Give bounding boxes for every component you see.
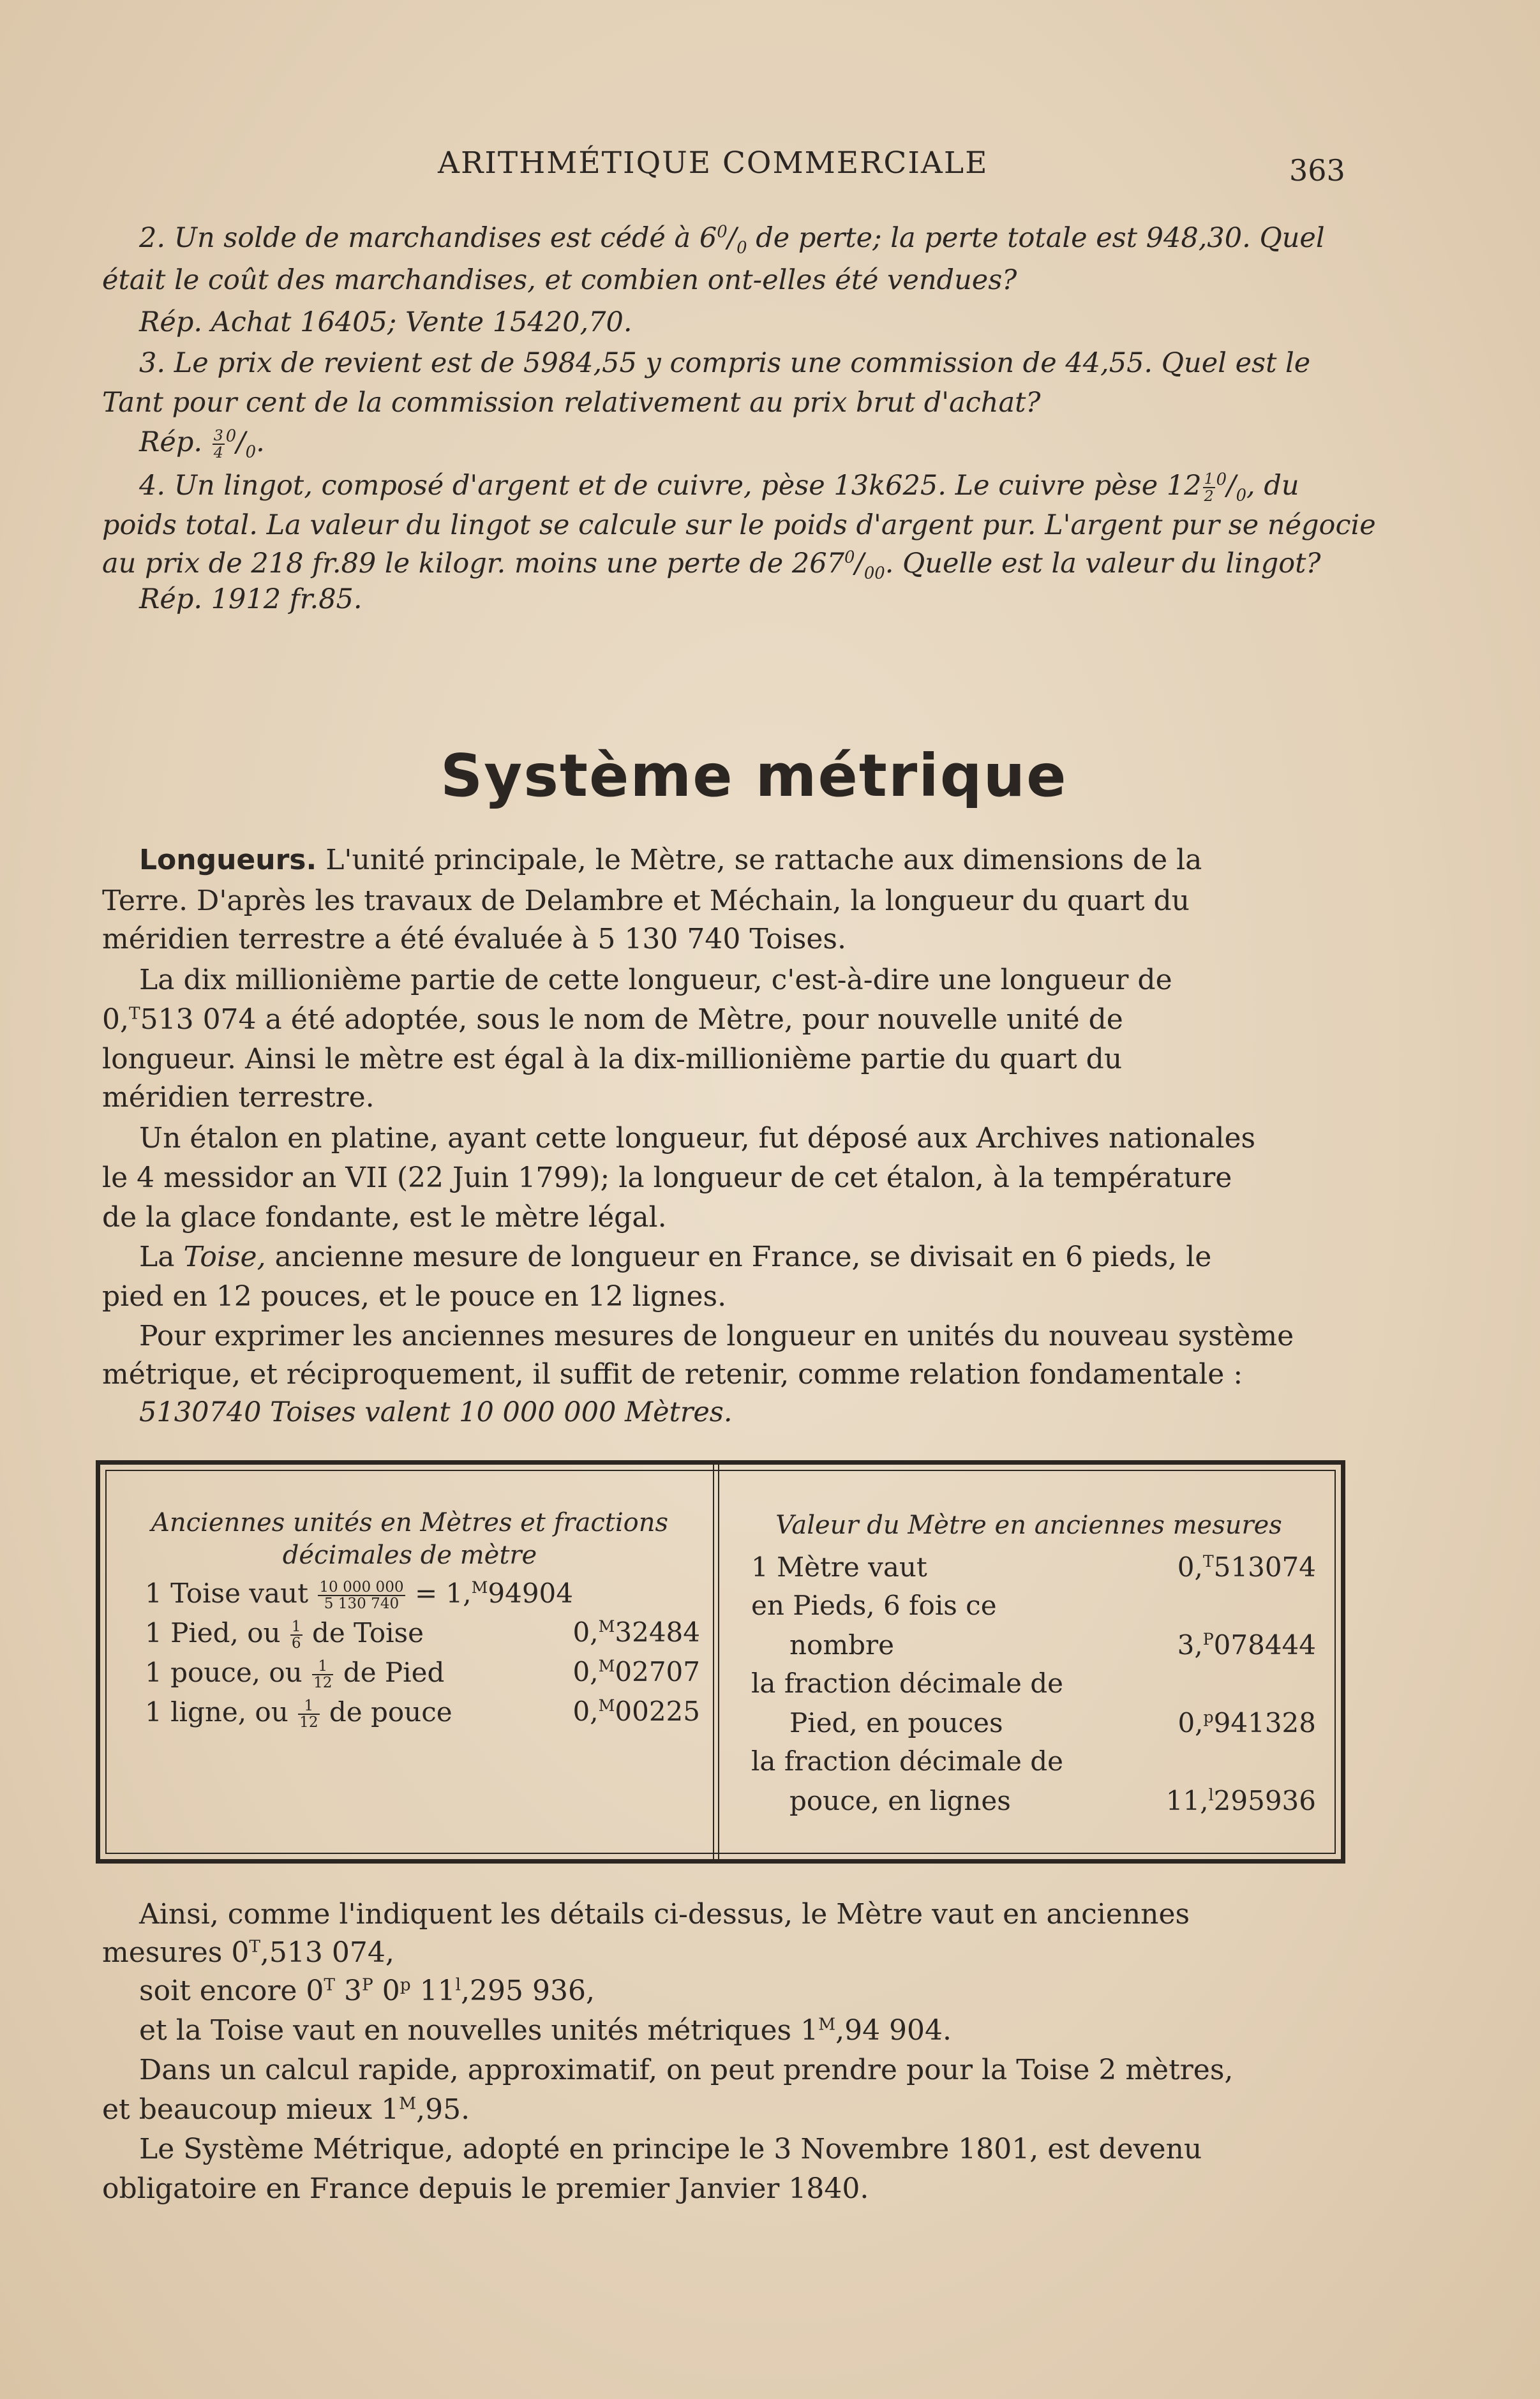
exercise-2-answer: Rép. Achat 16405; Vente 15420,70. (139, 306, 632, 338)
pouce-row: 1 pouce, ou $\frac{1}{12}$ de Pied (145, 1657, 445, 1692)
conversion-table (96, 1460, 1345, 1864)
paragraph-4-line-1: La Toise, ancienne mesure de longueur en France, se divisait en 6 pieds, le (139, 1241, 1212, 1273)
exercise-2-line-1: 2. Un solde de marchandises est cédé à $6^0/_0$ de perte; la perte totale est 948,30. Quel (139, 222, 1325, 258)
paragraph-5-line-1: Pour exprimer les anciennes mesures de longueur en unités du nouveau système (139, 1320, 1294, 1352)
lignes-row-line-2: pouce, en lignes (789, 1785, 1011, 1816)
lignes-row-value: 11,$^l$295936 (1165, 1785, 1316, 1816)
exercise-number: 4. (139, 469, 166, 502)
page-number: 363 (1289, 153, 1345, 188)
exercise-4-line-2: poids total. La valeur du lingot se calcule sur le poids d'argent pur. L'argent pur se négocie (102, 509, 1376, 541)
exercise-4-line-3: au prix de 218 fr.89 le kilogr. moins une perte de $267^0/_{00}$. Quelle est la valeur du lingot? (102, 548, 1321, 583)
paragraph-3-line-3: de la glace fondante, est le mètre légal. (102, 1201, 667, 1234)
exercise-number: 2. (139, 222, 166, 254)
approximation-line-2: et beaucoup mieux $1^M,95$. (102, 2093, 470, 2126)
pied-value: 0,$^M$32484 (572, 1617, 700, 1648)
ligne-row: 1 ligne, ou $\frac{1}{12}$ de pouce (145, 1696, 452, 1731)
pieds-row-value: 3,$^P$078444 (1177, 1629, 1316, 1661)
approximation-line-1: Dans un calcul rapide, approximatif, on peut prendre pour la Toise 2 mètres, (139, 2054, 1234, 2086)
exercise-3-answer: Rép. $\frac{3}{4}$ $^0/_0$. (139, 426, 265, 462)
pouce-value: 0,$^M$02707 (572, 1656, 700, 1687)
paragraph-3-line-1: Un étalon en platine, ayant cette longueur, fut déposé aux Archives nationales (139, 1122, 1256, 1155)
exercise-4-line-1: 4. Un lingot, composé d'argent et de cuivre, pèse 13k625. Le cuivre pèse 12 $\frac{1}{2}$ $^0/_0$, du (139, 469, 1299, 505)
pouces-row-value: 0,$^p$941328 (1177, 1707, 1316, 1738)
summary-line-3: soit encore $0^T$ $3^P$ 0$^p$ 11$^l$,295 936, (139, 1975, 595, 2007)
toise-row: 1 Toise vaut $\frac{10 000 000}{5 130 740}$ = 1,$^M$94904 (145, 1578, 573, 1613)
paragraph-2-line-1: La dix millionième partie de cette longueur, c'est-à-dire une longueur de (139, 964, 1172, 996)
exercise-number: 3. (139, 347, 166, 379)
table-column-divider (713, 1465, 719, 1859)
left-column-header: Anciennes unités en Mètres et fractions décimales de mètre (151, 1508, 669, 1571)
metre-row-value: 0,$^T$513074 (1177, 1551, 1316, 1583)
ligne-value: 0,$^M$00225 (572, 1696, 700, 1727)
exercise-4-answer: Rép. 1912 fr.85. (139, 583, 363, 615)
history-line-2: obligatoire en France depuis le premier Janvier 1840. (102, 2172, 869, 2205)
paragraph-2-line-3: longueur. Ainsi le mètre est égal à la dix-millionième partie du quart du (102, 1043, 1123, 1075)
exercise-2-line-2: était le coût des marchandises, et combien ont-elles été vendues? (102, 264, 1017, 296)
summary-line-2: mesures $0^T,513$ 074, (102, 1936, 394, 1969)
exercise-3-line-2: Tant pour cent de la commission relativement au prix brut d'achat? (102, 387, 1041, 419)
pouces-row-line-2: Pied, en pouces (789, 1707, 1003, 1738)
history-line-1: Le Système Métrique, adopté en principe le 3 Novembre 1801, est devenu (139, 2133, 1202, 2165)
paragraph-1-line-1: Longueurs. L'unité principale, le Mètre, se rattache aux dimensions de la (139, 844, 1202, 876)
pied-row: 1 Pied, ou $\frac{1}{6}$ de Toise (145, 1617, 424, 1652)
lignes-row-line-1: la fraction décimale de (751, 1745, 1063, 1777)
paragraph-2-line-4: méridien terrestre. (102, 1081, 375, 1114)
section-title: Système métrique (440, 742, 1068, 810)
summary-line-4: et la Toise vaut en nouvelles unités métriques $1^M,94$ 904. (139, 2014, 952, 2047)
paragraph-3-line-2: le 4 messidor an VII (22 Juin 1799); la longueur de cet étalon, à la température (102, 1162, 1232, 1194)
running-header: ARITHMÉTIQUE COMMERCIALE (438, 146, 989, 181)
paragraph-1-line-2: Terre. D'après les travaux de Delambre et Méchain, la longueur du quart du (102, 885, 1190, 917)
paragraph-5-line-2: métrique, et réciproquement, il suffit de retenir, comme relation fondamentale : (102, 1358, 1243, 1391)
paragraph-2-line-2: 0,$^T$513 074 a été adoptée, sous le nom de Mètre, pour nouvelle unité de (102, 1003, 1123, 1036)
fundamental-relation: 5130740 Toises valent 10 000 000 Mètres. (139, 1396, 733, 1428)
pieds-row-line-1: en Pieds, 6 fois ce (751, 1590, 997, 1621)
longueurs-heading: Longueurs. (139, 844, 317, 876)
pouces-row-line-1: la fraction décimale de (751, 1668, 1063, 1699)
paragraph-1-line-3: méridien terrestre a été évaluée à 5 130 740 Toises. (102, 923, 846, 955)
metre-row-label: 1 Mètre vaut (751, 1551, 927, 1583)
exercise-3-line-1: 3. Le prix de revient est de 5984,55 y compris une commission de 44,55. Quel est le (139, 347, 1311, 379)
pieds-row-line-2: nombre (789, 1629, 894, 1661)
right-column-header: Valeur du Mètre en anciennes mesures (775, 1511, 1282, 1540)
summary-line-1: Ainsi, comme l'indiquent les détails ci-dessus, le Mètre vaut en anciennes (139, 1898, 1190, 1931)
paragraph-4-line-2: pied en 12 pouces, et le pouce en 12 lignes. (102, 1280, 727, 1313)
